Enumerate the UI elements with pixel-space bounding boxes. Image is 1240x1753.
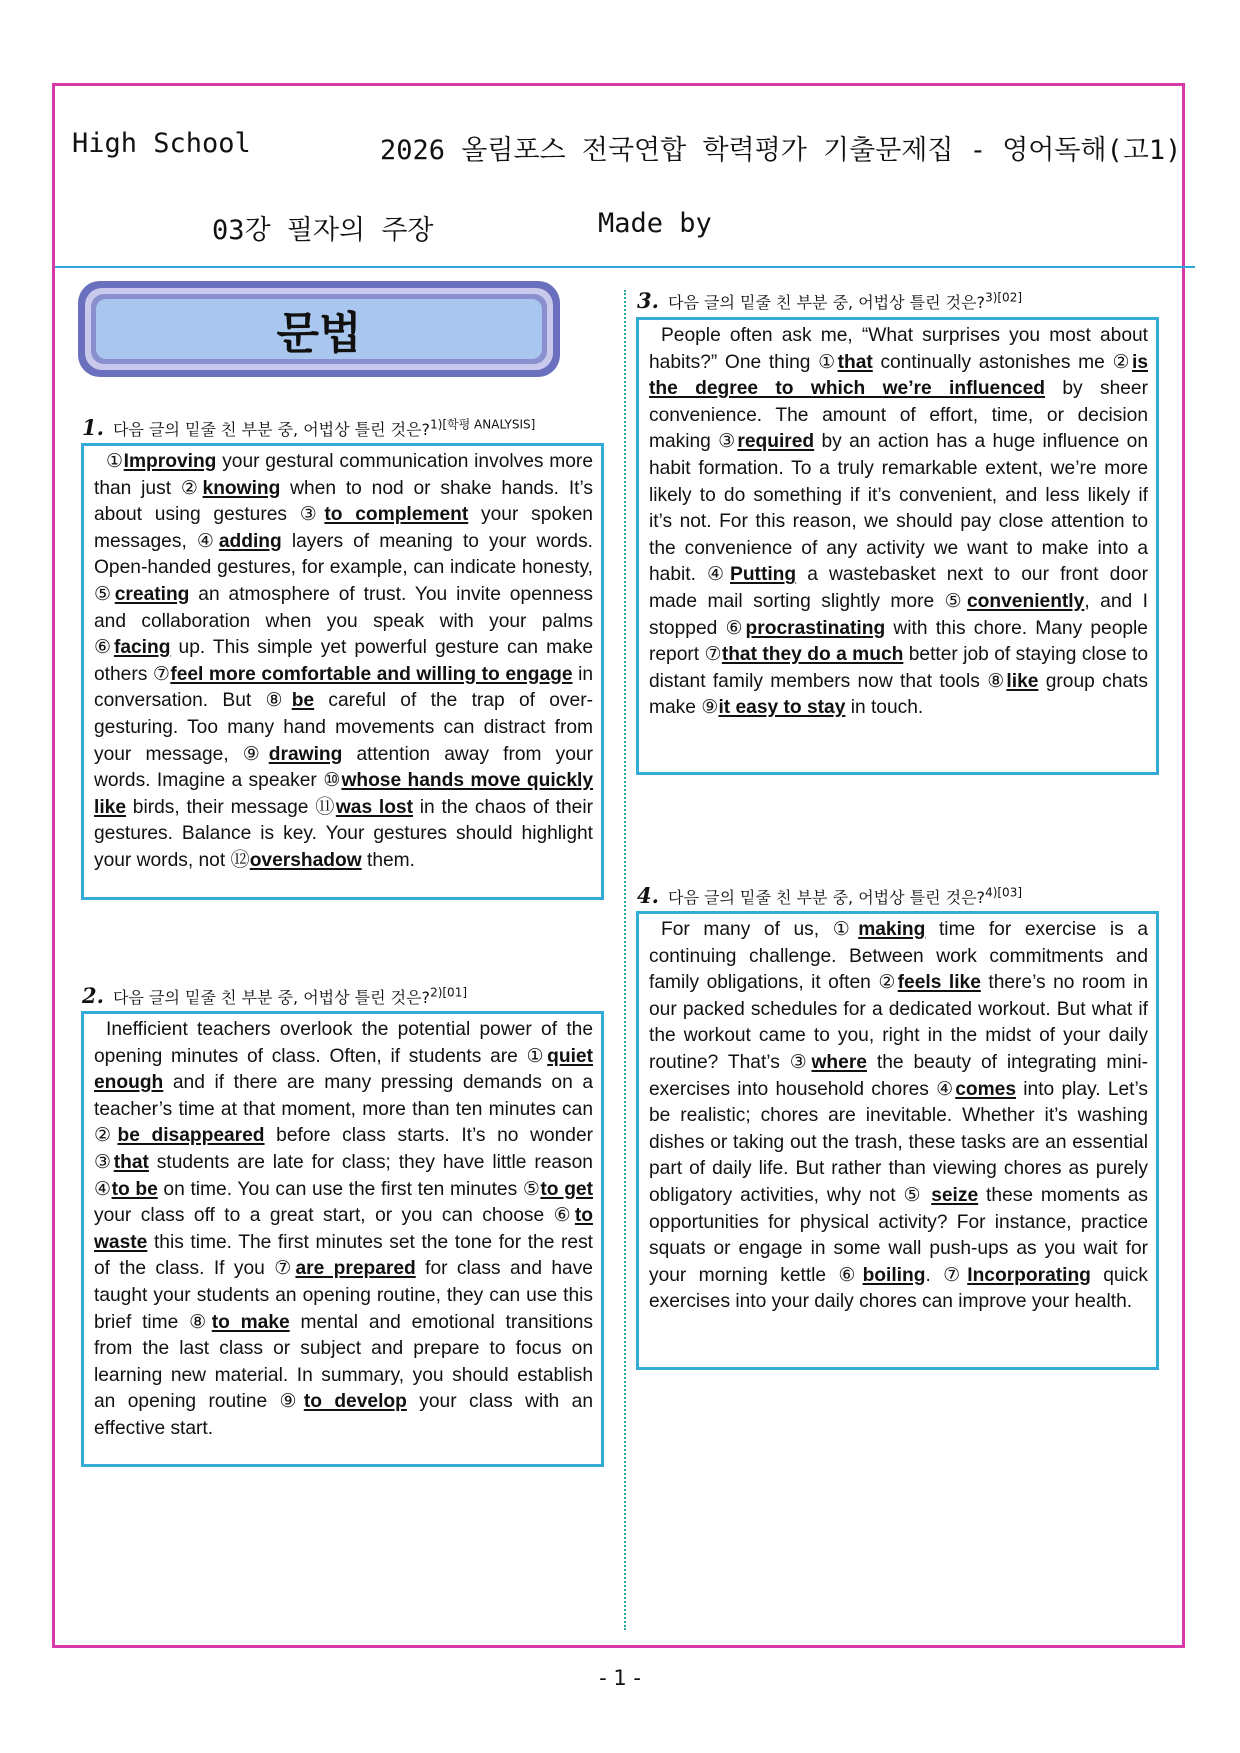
passage-text: quick exercises into your daily chores can improve your health. bbox=[649, 1264, 1148, 1313]
question-2-passage bbox=[81, 1011, 604, 1467]
passage-text: by sheer convenience. The amount of effort, time, or decision making ③ bbox=[649, 378, 1148, 453]
underlined-choice: to develop bbox=[303, 1391, 407, 1413]
question-note: 1)[학평 ANALYSIS] bbox=[430, 417, 536, 432]
underlined-choice: to be bbox=[111, 1178, 158, 1200]
passage-text: mental and emotional transitions from the last class or subject and prepare to focus on learning new material. In summary, you should establish an opening routine ⑨ bbox=[94, 1311, 594, 1413]
question-prompt: 다음 글의 밑줄 친 부분 중, 어법상 틀린 것은? bbox=[113, 420, 431, 439]
underlined-choice: that bbox=[837, 351, 873, 373]
question-prompt: 다음 글의 밑줄 친 부분 중, 어법상 틀린 것은? bbox=[113, 988, 431, 1007]
passage-text: your class with an effective start. bbox=[94, 1391, 593, 1439]
underlined-choice: where bbox=[811, 1051, 867, 1073]
passage-text: your class off to a great start, or you can choose ⑥ bbox=[94, 1205, 575, 1227]
underlined-choice: like bbox=[1006, 670, 1039, 692]
passage-text: attention away from your words. Imagine a speaker ⑩ bbox=[94, 743, 593, 792]
header-title: 2026 올림포스 전국연합 학력평가 기출문제집 - 영어독해(고1) bbox=[380, 135, 1182, 166]
passage-text: better job of staying close to distant family members now that tools ⑧ bbox=[649, 644, 1149, 692]
passage-text: your spoken messages, ④ bbox=[94, 504, 593, 552]
underlined-choice: are prepared bbox=[295, 1258, 416, 1280]
passage-text: group chats make ⑨ bbox=[649, 670, 1148, 719]
question-number: 4. bbox=[637, 883, 659, 908]
passage-text: with this chore. Many people report ⑦ bbox=[649, 617, 1148, 666]
passage-text: when to nod or shake hands. It’s about using gestures ③ bbox=[94, 477, 593, 526]
header-lesson: 03강 필자의 주장 bbox=[212, 215, 434, 246]
question-2-heading bbox=[82, 983, 467, 1008]
underlined-choice: conveniently bbox=[967, 590, 1085, 612]
passage-text: these moments as opportunities for physical activity? For instance, practice squats or engage in some wall push-ups as you wait for your morning kettle ⑥ bbox=[649, 1184, 1148, 1286]
question-1-heading bbox=[82, 415, 535, 440]
underlined-choice: be bbox=[291, 690, 315, 712]
question-note: 3)[02] bbox=[985, 290, 1023, 305]
underlined-choice: quiet enough bbox=[94, 1045, 593, 1094]
passage-text: birds, their message ⑪ bbox=[126, 796, 336, 818]
header-made-by: Made by bbox=[598, 208, 712, 239]
passage-text: by an action has a huge influence on habit formation. To a truly remarkable extent, we’re more likely to do something if it’s convenient, and less likely if it’s not. For this reason, we should pay close attention to the convenience of any activity we want to make into a habit. ④ bbox=[649, 431, 1148, 586]
question-note: 2)[01] bbox=[430, 985, 468, 1000]
grammar-banner bbox=[78, 281, 560, 377]
passage-text: in touch. bbox=[845, 697, 924, 719]
underlined-choice: is the degree to which we’re influenced bbox=[649, 351, 1148, 400]
passage-text: your gestural communication involves more than just ② bbox=[94, 451, 593, 499]
passage-text: Inefficient teachers overlook the potential power of the opening minutes of class. Often, if students are ① bbox=[94, 1019, 593, 1067]
passage-text: For many of us, ① bbox=[661, 919, 859, 940]
passage-text: up. This simple yet powerful gesture can make others ⑦ bbox=[94, 637, 593, 685]
passage-text: a wastebasket next to our front door made mail sorting slightly more ⑤ bbox=[649, 564, 1148, 612]
question-3-passage bbox=[636, 317, 1159, 775]
underlined-choice: feel more comfortable and willing to engage bbox=[170, 663, 573, 685]
passage-text: ① bbox=[106, 451, 124, 472]
passage-text: in conversation. But ⑧ bbox=[94, 663, 594, 712]
underlined-choice: required bbox=[737, 431, 815, 453]
passage-text: careful of the trap of over-gesturing. Too many hand movements can distract from your message, ⑨ bbox=[94, 690, 593, 765]
underlined-choice: it easy to stay bbox=[718, 697, 846, 719]
question-4-heading bbox=[637, 883, 1022, 908]
passage-text: the beauty of integrating mini-exercises into household chores ④ bbox=[649, 1051, 1148, 1100]
underlined-choice: knowing bbox=[202, 477, 281, 499]
passage-text: into play. Let’s be realistic; chores are inevitable. Whether it’s washing dishes or taking out the trash, these tasks are an essential part of daily life. But rather than viewing chores as purely obligatory activities, why not ⑤ bbox=[649, 1078, 1148, 1206]
passage-text: this time. The first minutes set the tone for the rest of the class. If you ⑦ bbox=[94, 1231, 593, 1280]
passage-text: continually astonishes me ② bbox=[872, 351, 1132, 373]
underlined-choice: that they do a much bbox=[721, 644, 904, 666]
passage-text: . ⑦ bbox=[925, 1264, 968, 1286]
underlined-choice: procrastinating bbox=[745, 617, 886, 639]
underlined-choice: be disappeared bbox=[117, 1125, 265, 1147]
underlined-choice: making bbox=[858, 919, 926, 940]
question-note: 4)[03] bbox=[985, 885, 1023, 900]
underlined-choice: adding bbox=[218, 530, 282, 552]
header-school: High School bbox=[72, 128, 251, 159]
grammar-banner-label: 문법 bbox=[96, 299, 542, 359]
page-number: - 1 - bbox=[599, 1666, 641, 1690]
passage-text: on time. You can use the first ten minutes ⑤ bbox=[157, 1178, 541, 1200]
passage-text: time for exercise is a continuing challenge. Between work commitments and family obligations, it often ② bbox=[649, 919, 1148, 994]
underlined-choice: to complement bbox=[324, 504, 469, 526]
underlined-choice: boiling bbox=[862, 1264, 926, 1286]
question-number: 2. bbox=[82, 983, 104, 1008]
question-number: 1. bbox=[82, 415, 104, 440]
passage-text: them. bbox=[361, 849, 415, 871]
question-4-passage bbox=[636, 911, 1159, 1370]
underlined-choice: to get bbox=[540, 1178, 593, 1200]
question-prompt: 다음 글의 밑줄 친 부분 중, 어법상 틀린 것은? bbox=[668, 888, 986, 907]
underlined-choice: Incorporating bbox=[967, 1264, 1091, 1286]
passage-text: there’s no room in our packed schedules for a dedicated workout. But what if the workout came to you, right in the midst of your daily routine? That’s ③ bbox=[649, 972, 1148, 1073]
underlined-choice: overshadow bbox=[249, 849, 362, 871]
passage-text: layers of meaning to your words. Open-handed gestures, for example, can indicate honesty, ⑤ bbox=[94, 530, 593, 605]
passage-text: in the chaos of their gestures. Balance is key. Your gestures should highlight your words, not ⑫ bbox=[94, 796, 593, 871]
underlined-choice: whose hands move quickly like bbox=[94, 770, 593, 818]
passage-text: an atmosphere of trust. You invite openness and collaboration when you speak with your palms ⑥ bbox=[94, 583, 594, 659]
underlined-choice: Improving bbox=[123, 451, 217, 472]
question-1-passage bbox=[81, 443, 604, 900]
passage-text: before class starts. It’s no wonder ③ bbox=[94, 1125, 593, 1173]
underlined-choice: creating bbox=[114, 583, 190, 605]
underlined-choice: to waste bbox=[94, 1205, 593, 1253]
passage-text: for class and have taught your students an opening routine, they can use this brief time ⑧ bbox=[94, 1258, 593, 1333]
underlined-choice: Putting bbox=[730, 564, 797, 586]
underlined-choice: facing bbox=[113, 637, 171, 659]
passage-text: , and I stopped ⑥ bbox=[649, 590, 1148, 639]
underlined-choice: drawing bbox=[268, 743, 343, 765]
passage-text: students are late for class; they have little reason ④ bbox=[94, 1151, 593, 1200]
underlined-choice: was lost bbox=[335, 796, 413, 818]
underlined-choice: that bbox=[113, 1151, 149, 1173]
underlined-choice: comes bbox=[955, 1078, 1017, 1100]
underlined-choice: feels like bbox=[897, 972, 981, 994]
question-number: 3. bbox=[637, 288, 659, 313]
question-prompt: 다음 글의 밑줄 친 부분 중, 어법상 틀린 것은? bbox=[668, 293, 986, 312]
passage-text: and if there are many pressing demands on a teacher’s time at that moment, more than ten minutes can ② bbox=[94, 1072, 593, 1147]
underlined-choice: seize bbox=[931, 1184, 979, 1206]
passage-text: People often ask me, “What surprises you most about habits?” One thing ① bbox=[649, 325, 1148, 373]
underlined-choice: to make bbox=[211, 1311, 290, 1333]
question-3-heading bbox=[637, 288, 1022, 313]
column-divider bbox=[624, 290, 626, 1630]
header-divider bbox=[55, 266, 1195, 268]
